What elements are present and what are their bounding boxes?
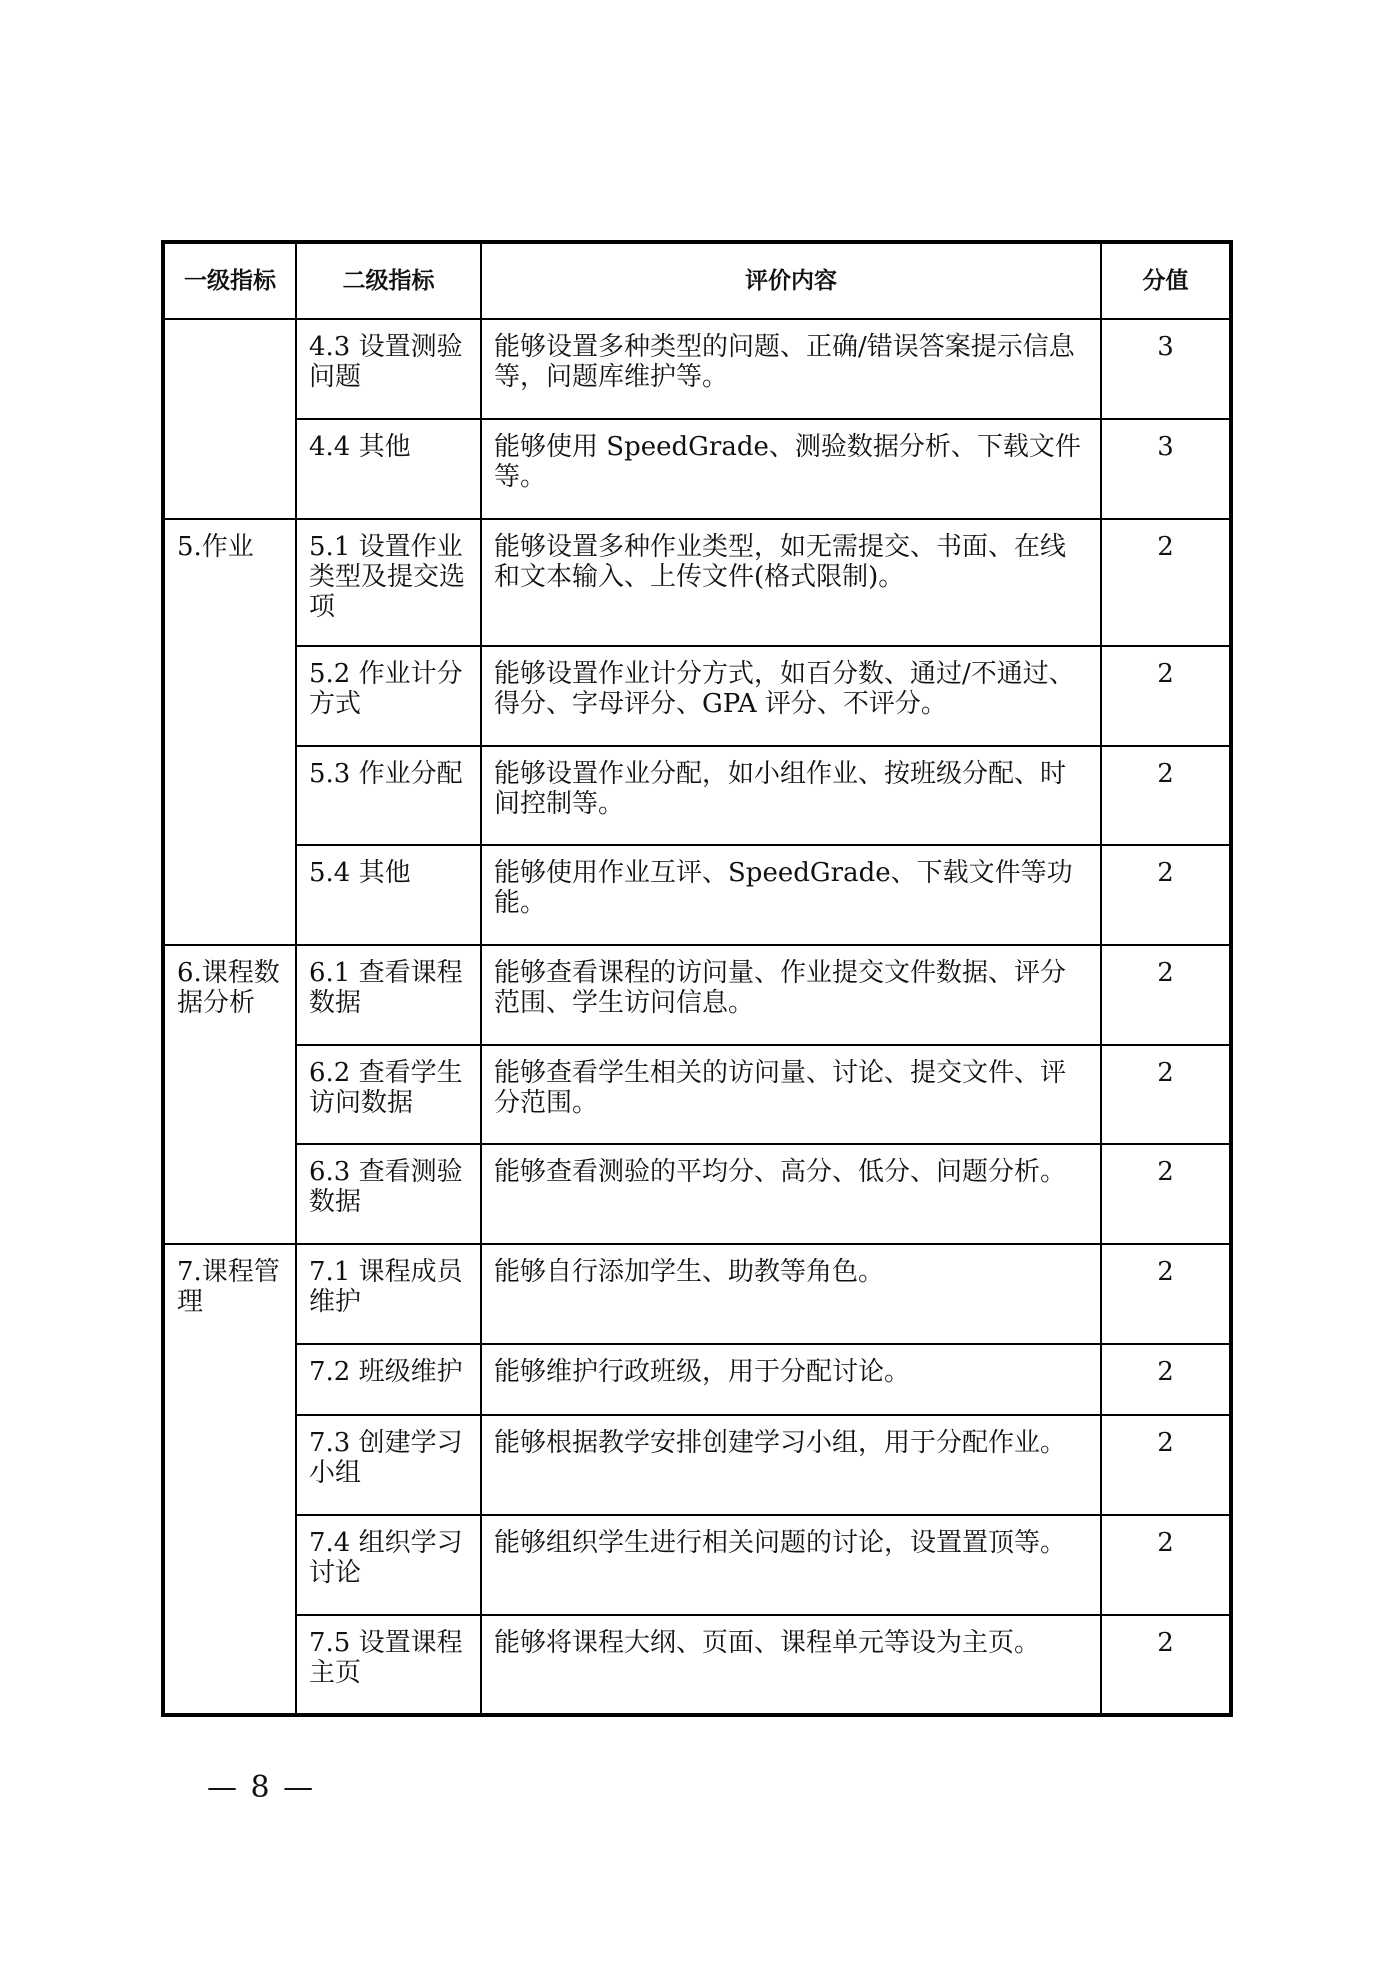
level2-cell: 5.1 设置作业类型及提交选项 (296, 519, 481, 646)
content-cell: 能够查看学生相关的访问量、讨论、提交文件、评分范围。 (481, 1045, 1101, 1144)
content-cell: 能够设置多种作业类型，如无需提交、书面、在线和文本输入、上传文件(格式限制)。 (481, 519, 1101, 646)
level2-cell: 6.1 查看课程数据 (296, 945, 481, 1045)
level1-cell: 6.课程数据分析 (163, 945, 296, 1244)
table-row (163, 1415, 1231, 1515)
content-cell: 能够根据教学安排创建学习小组，用于分配作业。 (481, 1415, 1101, 1515)
table-row (163, 519, 1231, 646)
content-cell: 能够设置作业分配，如小组作业、按班级分配、时间控制等。 (481, 746, 1101, 845)
evaluation-table (161, 240, 1233, 1717)
level1-cell (163, 319, 296, 519)
content-cell: 能够查看测验的平均分、高分、低分、问题分析。 (481, 1144, 1101, 1244)
level1-cell: 5.作业 (163, 519, 296, 945)
level2-cell: 7.2 班级维护 (296, 1344, 481, 1415)
table-row (163, 419, 1231, 519)
level2-cell: 7.3 创建学习小组 (296, 1415, 481, 1515)
table-row (163, 746, 1231, 845)
table-row (163, 1144, 1231, 1244)
level2-cell: 7.4 组织学习讨论 (296, 1515, 481, 1615)
content-cell: 能够设置作业计分方式，如百分数、通过/不通过、得分、字母评分、GPA 评分、不评分。 (481, 646, 1101, 746)
level2-cell: 4.3 设置测验问题 (296, 319, 481, 419)
score-cell: 3 (1101, 319, 1231, 419)
level2-cell: 5.3 作业分配 (296, 746, 481, 845)
table-header-row (163, 242, 1231, 319)
content-cell: 能够查看课程的访问量、作业提交文件数据、评分范围、学生访问信息。 (481, 945, 1101, 1045)
score-cell: 2 (1101, 1045, 1231, 1144)
table-row (163, 1615, 1231, 1715)
header-level1: 一级指标 (163, 242, 296, 319)
level2-cell: 7.1 课程成员维护 (296, 1244, 481, 1344)
score-cell: 2 (1101, 1615, 1231, 1715)
header-score: 分值 (1101, 242, 1231, 319)
content-cell: 能够使用作业互评、SpeedGrade、下载文件等功能。 (481, 845, 1101, 945)
score-cell: 2 (1101, 1344, 1231, 1415)
content-cell: 能够维护行政班级，用于分配讨论。 (481, 1344, 1101, 1415)
score-cell: 2 (1101, 1415, 1231, 1515)
level2-cell: 6.3 查看测验数据 (296, 1144, 481, 1244)
level1-cell: 7.课程管理 (163, 1244, 296, 1715)
table-row (163, 945, 1231, 1045)
score-cell: 2 (1101, 945, 1231, 1045)
table-row (163, 1515, 1231, 1615)
table-row (163, 1344, 1231, 1415)
table-row (163, 1244, 1231, 1344)
level2-cell: 4.4 其他 (296, 419, 481, 519)
level2-cell: 5.2 作业计分方式 (296, 646, 481, 746)
content-cell: 能够设置多种类型的问题、正确/错误答案提示信息等，问题库维护等。 (481, 319, 1101, 419)
score-cell: 3 (1101, 419, 1231, 519)
table-row (163, 1045, 1231, 1144)
content-cell: 能够组织学生进行相关问题的讨论，设置置顶等。 (481, 1515, 1101, 1615)
level2-cell: 5.4 其他 (296, 845, 481, 945)
level2-cell: 7.5 设置课程主页 (296, 1615, 481, 1715)
score-cell: 2 (1101, 646, 1231, 746)
content-cell: 能够将课程大纲、页面、课程单元等设为主页。 (481, 1615, 1101, 1715)
header-content: 评价内容 (481, 242, 1101, 319)
level2-cell: 6.2 查看学生访问数据 (296, 1045, 481, 1144)
page-number: — 8 — (207, 1770, 316, 1805)
score-cell: 2 (1101, 845, 1231, 945)
score-cell: 2 (1101, 519, 1231, 646)
table-row (163, 646, 1231, 746)
content-cell: 能够使用 SpeedGrade、测验数据分析、下载文件等。 (481, 419, 1101, 519)
score-cell: 2 (1101, 1244, 1231, 1344)
score-cell: 2 (1101, 1144, 1231, 1244)
header-level2: 二级指标 (296, 242, 481, 319)
content-cell: 能够自行添加学生、助教等角色。 (481, 1244, 1101, 1344)
table-row (163, 319, 1231, 419)
table-row (163, 845, 1231, 945)
score-cell: 2 (1101, 746, 1231, 845)
score-cell: 2 (1101, 1515, 1231, 1615)
